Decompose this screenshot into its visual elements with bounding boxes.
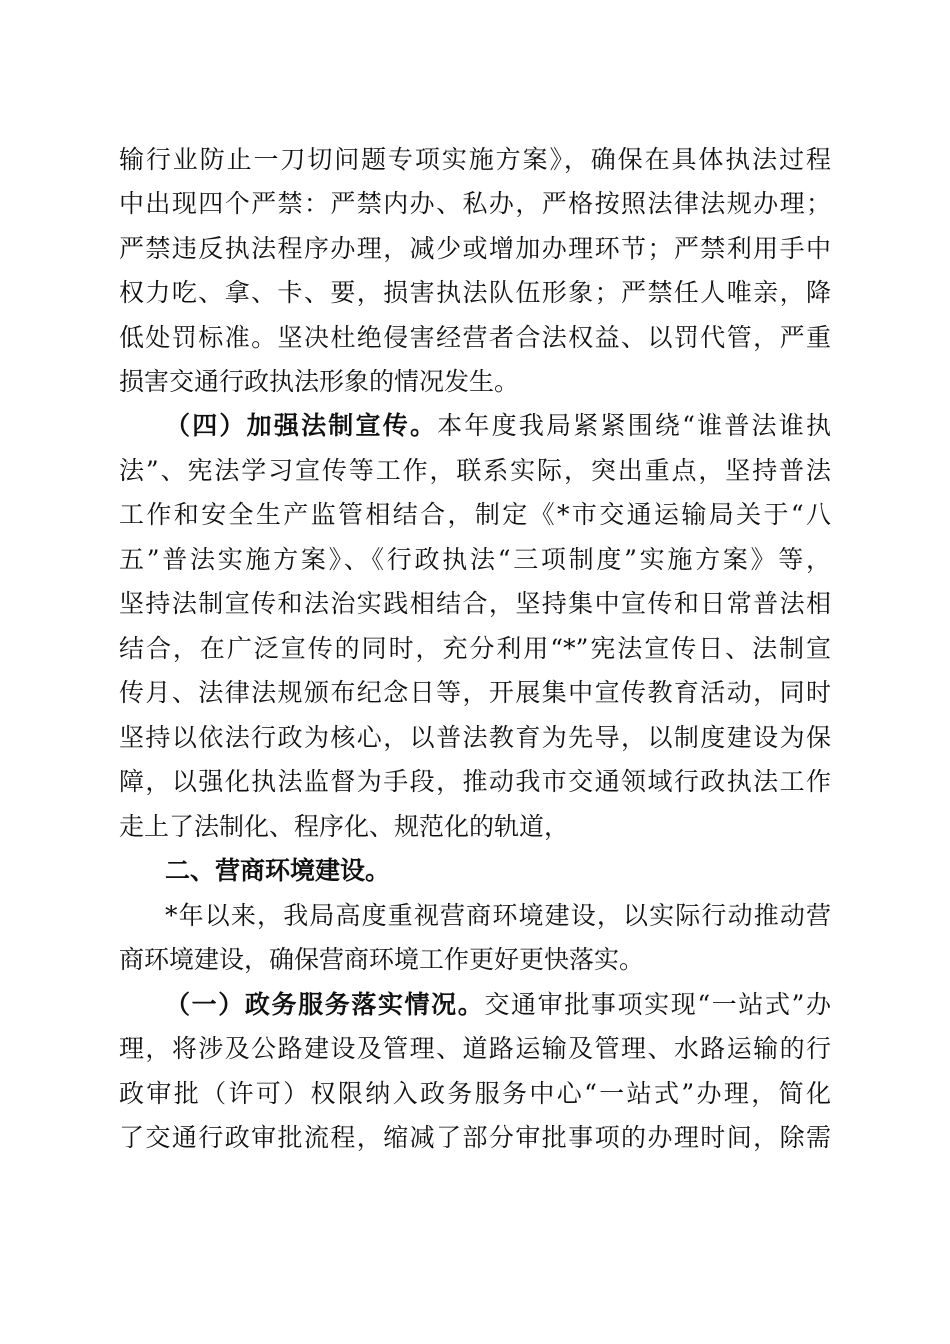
paragraph-4-line-3: 政审批（许可）权限纳入政务服务中心“一站式”办理，简化: [119, 1079, 831, 1108]
paragraph-2-line-5: 坚持法制宣传和法治实践相结合，坚持集中宣传和日常普法相: [119, 589, 831, 618]
paragraph-3-line-2: 商环境建设，确保营商环境工作更好更快落实。: [119, 945, 645, 974]
paragraph-3-line-1: *年以来，我局高度重视营商环境建设，以实际行动推动营: [165, 901, 831, 930]
paragraph-2-line-6: 结合，在广泛宣传的同时，充分利用“*”宪法宣传日、法制宣: [119, 634, 831, 663]
paragraph-4-line-4: 了交通行政审批流程，缩减了部分审批事项的办理时间，除需: [119, 1123, 831, 1152]
paragraph-2-line-2: 法”、宪法学习宣传等工作，联系实际，突出重点，坚持普法: [119, 456, 831, 485]
paragraph-2-line-8: 坚持以依法行政为核心，以普法教育为先导，以制度建设为保: [119, 723, 831, 752]
paragraph-2-line-3: 工作和安全生产监管相结合，制定《*市交通运输局关于“八: [119, 500, 831, 529]
paragraph-4-line-1-rest: 交通审批事项实现“一站式”办: [484, 990, 831, 1019]
paragraph-2-line-1: [165, 406, 831, 446]
paragraph-1-line-1: 输行业防止一刀切问题专项实施方案》，确保在具体执法过程: [119, 145, 831, 174]
paragraph-1-line-4: 权力吃、拿、卡、要，损害执法队伍形象；严禁任人唯亲，降: [119, 278, 831, 307]
paragraph-1-line-5: 低处罚标准。坚决杜绝侵害经营者合法权益、以罚代管，严重: [119, 323, 831, 352]
section-4-lead: （四）加强法制宣传。: [165, 411, 438, 440]
paragraph-1-line-3: 严禁违反执法程序办理，减少或增加办理环节；严禁利用手中: [119, 234, 831, 263]
paragraph-2-line-1-rest: 本年度我局紧紧围绕“谁普法谁执: [437, 411, 831, 440]
paragraph-4-line-2: 理，将涉及公路建设及管理、道路运输及管理、水路运输的行: [119, 1034, 831, 1063]
paragraph-2-line-10: 走上了法制化、程序化、规范化的轨道，: [119, 812, 570, 841]
paragraph-2-line-7: 传月、法律法规颁布纪念日等，开展集中宣传教育活动，同时: [119, 678, 831, 707]
subsection-1-lead: （一）政务服务落实情况。: [165, 990, 485, 1019]
section-heading-2: 二、营商环境建设。: [165, 856, 391, 885]
paragraph-2-line-9: 障，以强化执法监督为手段，推动我市交通领域行政执法工作: [119, 767, 831, 796]
paragraph-4-line-1: [165, 985, 831, 1025]
paragraph-1-line-2: 中出现四个严禁：严禁内办、私办，严格按照法律法规办理；: [119, 189, 831, 218]
paragraph-1-line-6: 损害交通行政执法形象的情况发生。: [119, 367, 520, 396]
paragraph-2-line-4: 五”普法实施方案》、《行政执法“三项制度”实施方案》等，: [119, 545, 831, 574]
